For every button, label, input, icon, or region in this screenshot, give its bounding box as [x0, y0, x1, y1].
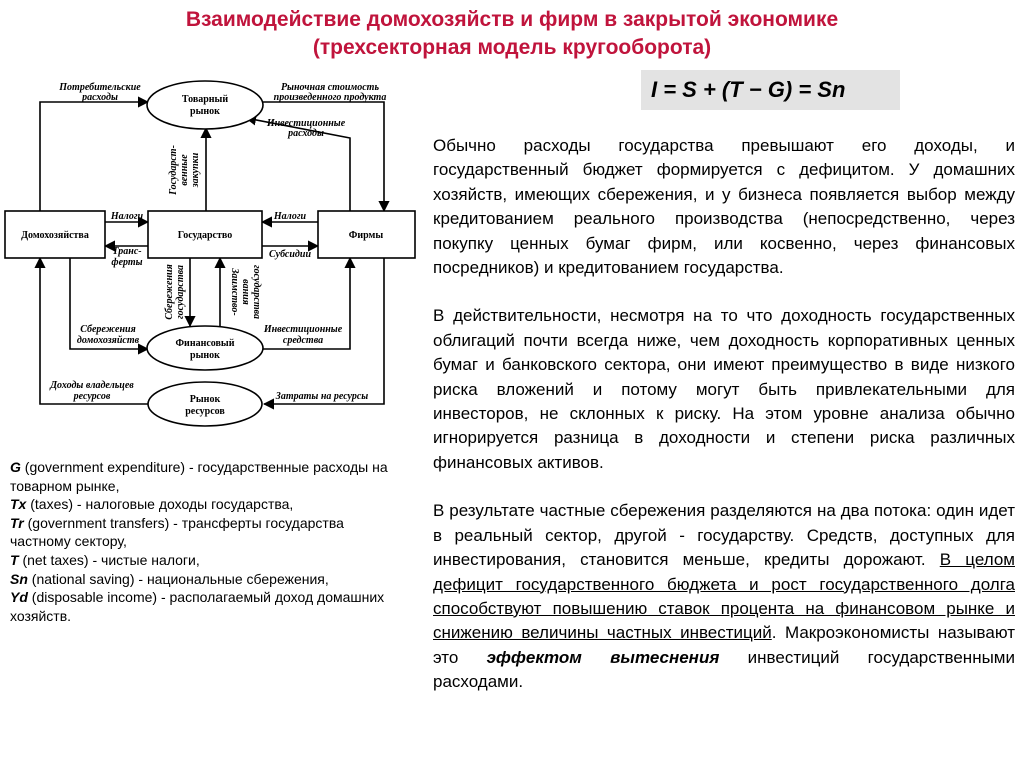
label-resource-costs: Затраты на ресурсы — [275, 391, 369, 402]
label-market-value-2: произведенного продукта — [273, 92, 387, 103]
node-firms — [318, 211, 415, 258]
legend-text: (taxes) - налоговые доходы государства, — [26, 496, 294, 513]
paragraph-2: В действительности, несмотря на то что доходность государственных облигаций почти всегда ниже, чем доходность корпоративных ценных бумаг и банковского сектора, они имеют преимущество в виде низкого риска вложений и потому могут быть привлекательными для инвесторов, не склонных к риску. На этом уровне анализа обычно игнорируется разница в доходности и степени риска различных финансовых активов. — [433, 306, 1015, 472]
paragraph-3-part-a: В результате частные сбережения разделяются на два потока: один идет в реальный сектор, другой - государству. Средств, доступных для инвестирования, становится меньше, кредиты дорожают. — [433, 501, 1015, 570]
legend-text: (government expenditure) - государственные расходы на товарном рынке, — [10, 459, 388, 494]
legend-item-t — [10, 551, 406, 570]
legend-item-g — [10, 458, 406, 495]
legend-text: (disposable income) - располагаемый доход домашних хозяйств. — [10, 589, 385, 624]
legend-item-tr — [10, 514, 406, 551]
paragraph-3-part-b: . Макроэкономисты называют это — [433, 623, 1015, 667]
label-gov-savings-2: государства — [175, 264, 186, 320]
legend-abbr: Tr — [10, 514, 24, 531]
label-gov-purchases — [168, 145, 201, 196]
legend-abbr: Tx — [10, 496, 27, 513]
paragraph-3-underlined: В целом дефицит государственного бюджета и рост государственного долга способствуют повышению ставок процента на финансовом рынке и снижению величины частных инвестиций — [433, 550, 1015, 643]
label-gov-borrowing-1: Заимство- — [229, 268, 240, 316]
node-financial-market — [147, 326, 263, 370]
legend-text: (national saving) - национальные сбережения, — [27, 570, 329, 587]
label-resource-income-1: Доходы владельцев — [50, 380, 134, 391]
label-gov-borrowing-2: вания — [240, 279, 251, 305]
legend-text: (government transfers) - трансферты государства частному сектору, — [10, 514, 344, 550]
label-investment-funds-2: средства — [282, 335, 324, 346]
resource-market-label-1: Рынок — [189, 394, 221, 405]
resource-market-label-2: ресурсов — [185, 406, 225, 417]
goods-market-label-1: Товарный — [181, 94, 229, 105]
paragraph-3 — [433, 499, 1015, 694]
label-gov-purchases-2: венные — [179, 154, 190, 186]
legend-text: (net taxes) - чистые налоги, — [18, 551, 200, 568]
node-government — [148, 211, 262, 258]
node-households — [5, 211, 105, 258]
title-line-1: Взаимодействие домохозяйств и фирм в закрытой экономике — [185, 8, 839, 31]
label-market-value-1: Рыночная стоимость — [280, 82, 380, 93]
main-text — [433, 134, 1015, 695]
formula-box: I = S + (T − G) = Sn — [641, 70, 900, 110]
label-household-savings-2: домохозяйств — [76, 335, 140, 346]
label-gov-borrowing-3: государства — [251, 264, 262, 320]
label-consumer-spending-2: расходы — [82, 92, 118, 103]
legend-abbr: Yd — [10, 589, 28, 606]
legend-item-yd — [10, 588, 406, 625]
label-investment-spending-2: расходы — [288, 128, 324, 139]
label-subsidies: Субсидии — [268, 249, 312, 260]
page-title — [0, 6, 1024, 62]
circular-flow-diagram — [0, 70, 420, 430]
paragraph-1: Обычно расходы государства превышают его доходы, и государственный бюджет формируется с дефицитом. У домашних хозяйств, имеющих сбережения, и у бизнеса появляется выбор между кредитованием реального производства (непосредственно, через покупку ценных бумаг фирм, или косвенно, через финансовых посредников) и кредитованием государства. — [433, 136, 1015, 278]
label-gov-savings-1: Сбережения — [164, 264, 175, 320]
legend-abbr: Sn — [10, 570, 28, 587]
label-gov-borrowing — [229, 265, 262, 319]
node-resource-market — [148, 382, 262, 426]
legend-abbr: G — [10, 459, 21, 475]
label-gov-savings — [164, 264, 186, 319]
label-resource-income-2: ресурсов — [73, 391, 111, 402]
label-transfers-1: Транс- — [112, 246, 142, 257]
label-gov-purchases-3: закупки — [190, 152, 201, 188]
goods-market-label-2: рынок — [190, 106, 220, 117]
legend — [10, 458, 406, 625]
households-label: Домохозяйства — [21, 230, 89, 241]
firms-label: Фирмы — [348, 230, 384, 241]
crowding-out-term: эффектом вытеснения — [486, 647, 720, 667]
label-investment-spending-1: Инвестиционные — [266, 118, 346, 129]
flow-consumer-spending — [40, 102, 148, 211]
legend-item-sn — [10, 570, 406, 589]
label-gov-purchases-1: Государст- — [168, 145, 179, 195]
label-taxes-right: Налоги — [273, 211, 307, 222]
label-household-savings-1: Сбережения — [80, 324, 136, 335]
government-label: Государство — [177, 230, 233, 241]
label-consumer-spending-1: Потребительские — [59, 82, 141, 93]
financial-market-label-1: Финансовый — [175, 338, 235, 349]
node-goods-market — [147, 81, 263, 129]
legend-item-tx — [10, 495, 406, 514]
title-line-2: (трехсекторная модель кругооборота) — [312, 36, 712, 59]
financial-market-label-2: рынок — [190, 350, 220, 361]
paragraph-3-part-c: инвестиций государственными расходами. — [433, 647, 1015, 692]
label-transfers-2: ферты — [111, 257, 143, 268]
label-investment-funds-1: Инвестиционные — [263, 324, 343, 335]
legend-abbr: T — [10, 551, 19, 568]
label-taxes-left: Налоги — [110, 211, 144, 222]
